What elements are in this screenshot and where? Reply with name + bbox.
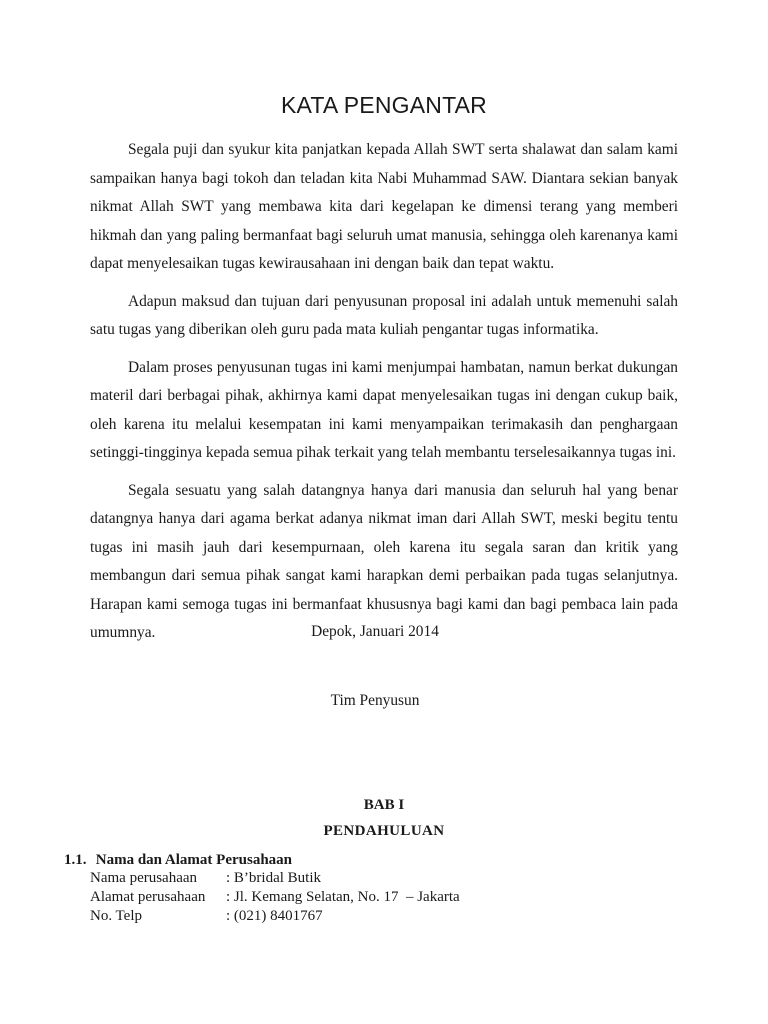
company-info [90, 869, 460, 926]
info-value: : Jl. Kemang Selatan, No. 17 – Jakarta [226, 889, 460, 905]
info-value: : (021) 8401767 [226, 908, 323, 924]
info-value: : B’bridal Butik [226, 870, 321, 886]
chapter-title: PENDAHULUAN [323, 823, 445, 839]
place-date: Depok, Januari 2014 [311, 623, 439, 640]
foreword-body [90, 136, 678, 657]
chapter-label: BAB I [363, 797, 405, 813]
foreword-paragraph: Adapun maksud dan tujuan dari penyusunan proposal ini adalah untuk memenuhi salah satu tugas yang diberikan oleh guru pada mata kuliah pengantar tugas informatika. [90, 292, 678, 338]
page-title: KATA PENGANTAR [280, 92, 487, 118]
section-title: Nama dan Alamat Perusahaan [95, 852, 293, 868]
info-key: Nama perusahaan [90, 870, 198, 886]
info-key: No. Telp [90, 908, 143, 924]
foreword-paragraph: Dalam proses penyusunan tugas ini kami menjumpai hambatan, namun berkat dukungan materil dari berbagai pihak, akhirnya kami dapat menyelesaikan tugas ini dengan cukup baik, oleh karena itu melalui kesempatan ini kami menyampaikan terimakasih dan penghargaan setinggi-tingginya kepada semua pihak terkait yang telah membantu terselesaikannya tugas ini. [90, 358, 678, 461]
info-key: Alamat perusahaan [90, 889, 206, 905]
author-signature: Tim Penyusun [330, 692, 420, 709]
info-row [90, 907, 460, 926]
foreword-paragraph: Segala puji dan syukur kita panjatkan kepada Allah SWT serta shalawat dan salam kami sampaikan hanya bagi tokoh dan teladan kita Nabi Muhammad SAW. Diantara sekian banyak nikmat Allah SWT yang membawa kita dari kegelapan ke dimensi terang yang memberi hikmah dan yang paling bermanfaat bagi seluruh umat manusia, sehingga oleh karenanya kami dapat menyelesaikan tugas kewirausahaan ini dengan baik dan tepat waktu. [90, 141, 678, 272]
info-row [90, 888, 460, 907]
foreword-paragraph: Segala sesuatu yang salah datangnya hanya dari manusia dan seluruh hal yang benar datangnya hanya dari agama berkat adanya nikmat iman dari Allah SWT, meski begitu tentu tugas ini masih jauh dari kesempurnaan, oleh karena itu segala saran dan kritik yang membangun dari semua pihak sangat kami harapkan demi perbaikan pada tugas selanjutnya. Harapan kami semoga tugas ini bermanfaat khususnya bagi kami dan bagi pembaca lain pada umumnya. [90, 481, 678, 641]
info-row [90, 869, 460, 888]
section-heading [64, 852, 292, 869]
section-number: 1.1. [64, 852, 87, 868]
